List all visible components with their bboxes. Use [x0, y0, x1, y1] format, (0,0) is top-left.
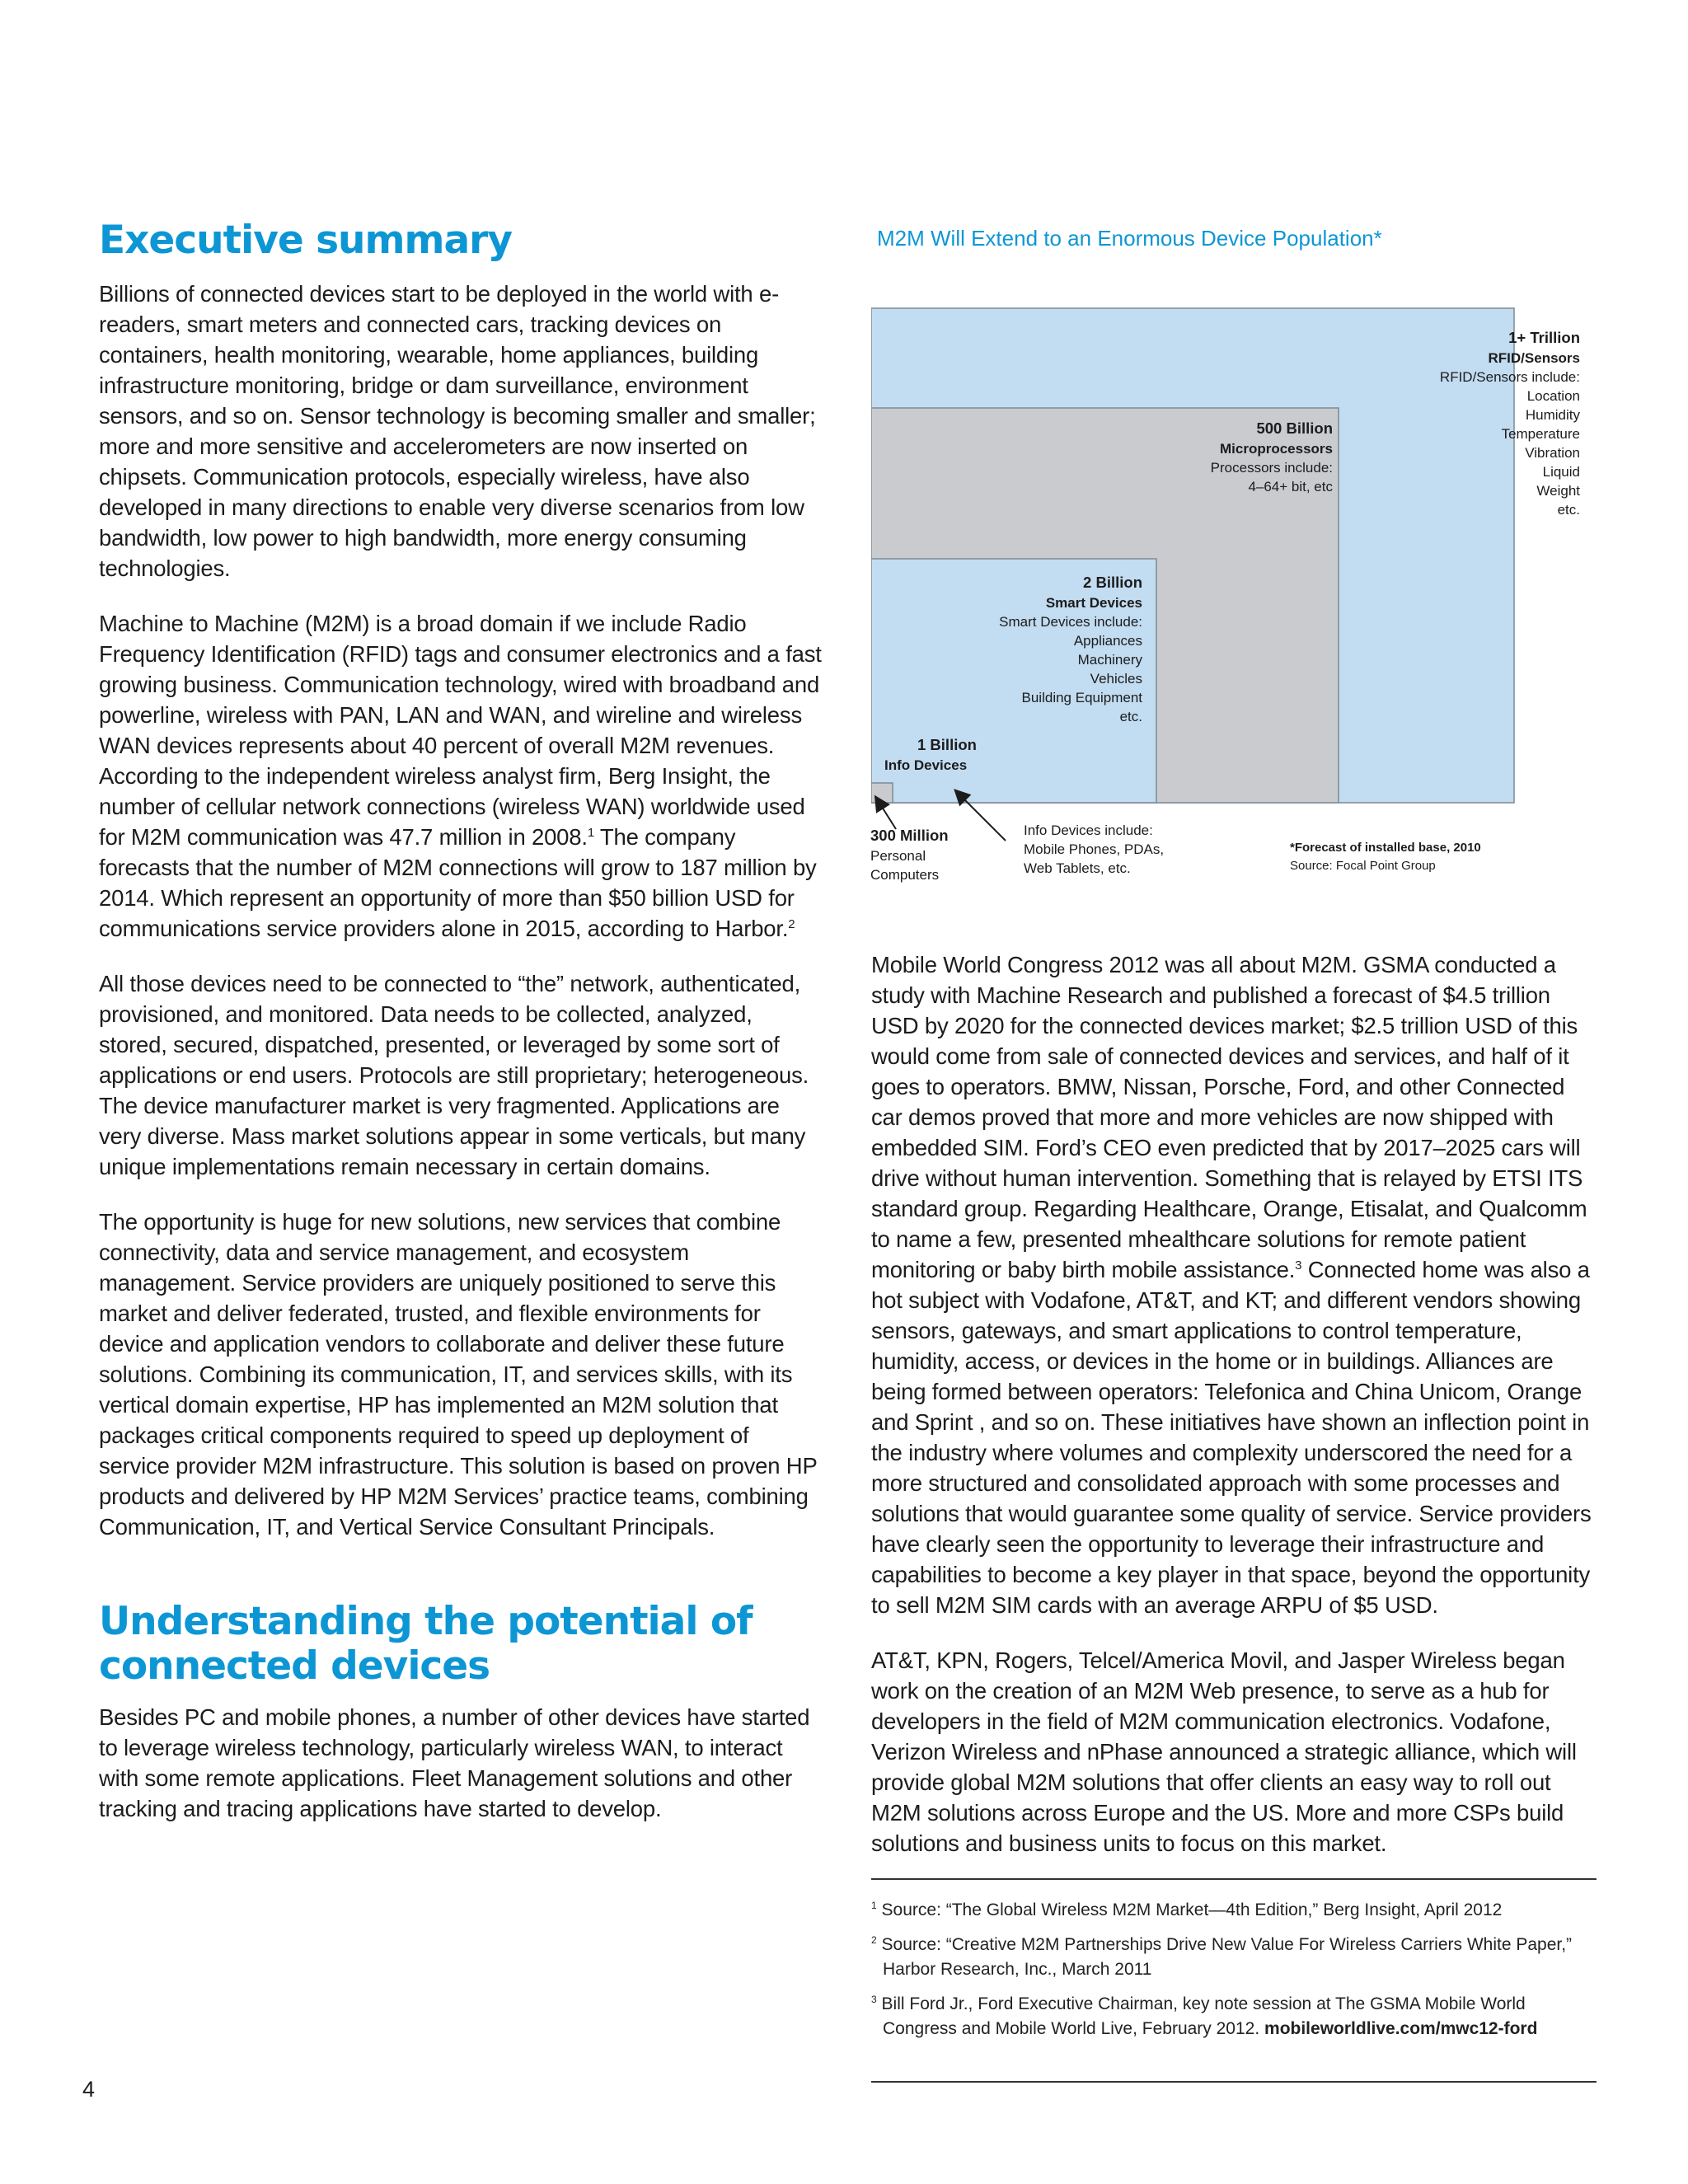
chart-footnote-title: *Forecast of installed base, 2010	[1290, 841, 1481, 855]
tier-smart-devices-detail-3: Vehicles	[1090, 671, 1142, 687]
tier-smart-devices-detail-2: Machinery	[1077, 652, 1142, 668]
tier-microprocessors-category: Microprocessors	[1220, 441, 1333, 457]
footnote-1-number: 1	[871, 1900, 877, 1911]
tier-rfid-category: RFID/Sensors	[1488, 350, 1580, 366]
paragraph-mwc-b: Connected home was also a hot subject with Vodafone, AT&T, and KT; and different vendors showing sensors, gateways, and smart applications to control temperature, humidity, access, or devices in the home or in buildings. Alliances are being formed between operators: Telefonica and China Unicom, Orange and Sprint , and so on. These initiatives have shown an inflection point in the industry where volumes and complexity underscored the need for a more structured and consolidated approach with some processes and solutions that would guarantee some quality of service. Service providers have clearly seen the opportunity to leverage their infrastructure and capabilities to become a key player in that space, beyond the opportunity to sell M2M SIM cards with an average ARPU of $5 USD.	[871, 1257, 1592, 1618]
paragraph-devices: Billions of connected devices start to be deployed in the world with e-readers, smart meters and connected cars, tracking devices on containers, health monitoring, wearable, home appliances, building infrastructure monitoring, bridge or dam surveillance, environment sensors, and so on. Sensor technology is becoming smaller and smaller; more and more sensitive and accelerometers are now inserted on chipsets. Communication protocols, especially wireless, have also developed in many directions to enable very diverse scenarios from low bandwidth, low power to high bandwidth, more energy consuming technologies.	[99, 281, 816, 581]
tier-microprocessors-detail-0: Processors include:	[1210, 460, 1333, 476]
paragraph-m2m-domain-b: The company forecasts that the number of M2M connections will grow to 187 million by 2014. Which represent an opportunity of more than $50 billion USD for communications service providers alone in 2015, according to Harbor.	[99, 824, 817, 941]
tier-box-personal-computers	[871, 783, 893, 803]
tier-microprocessors-value: 500 Billion	[1256, 419, 1333, 437]
footnote-3-number: 3	[871, 1994, 877, 2005]
footnote-ref-1: 1	[587, 826, 594, 840]
heading-executive-summary: Executive summary	[99, 218, 512, 263]
paragraph-m2m-domain	[99, 608, 824, 944]
tier-rfid-detail-6: Weight	[1536, 483, 1580, 499]
chart-title: M2M Will Extend to an Enormous Device Population*	[877, 226, 1382, 251]
paragraph-m2m-domain-a: Machine to Machine (M2M) is a broad domain if we include Radio Frequency Identification (RFID) tags and consumer electronics and a fast growing business. Communication technology, wired with broadband and powerline, wireless with PAN, LAN and WAN, and wireline and wireless WAN devices represents about 40 percent of overall M2M revenues. According to the independent wireless analyst firm, Berg Insight, the number of cellular network connections (wireless WAN) worldwide used for M2M communication was 47.7 million in 2008.	[99, 611, 822, 850]
tier-smart-devices-category: Smart Devices	[1045, 595, 1142, 611]
info-devices-detail	[1024, 821, 1164, 878]
footnote-2-number: 2	[871, 1934, 877, 1946]
right-column	[871, 224, 1597, 2083]
tier-info-devices-category: Info Devices	[884, 757, 968, 773]
left-column	[99, 216, 824, 1849]
heading-understanding-potential: Understanding the potential of connected devices	[99, 1599, 753, 1689]
footnote-3	[871, 1992, 1597, 2041]
tier-smart-devices-detail-5: etc.	[1119, 709, 1142, 724]
tier-personal-computers-category: Personal	[870, 848, 926, 864]
tier-smart-devices-detail-4: Building Equipment	[1021, 690, 1142, 705]
tier-rfid-detail-0: RFID/Sensors include:	[1439, 369, 1580, 385]
tier-microprocessors-detail-1: 4–64+ bit, etc	[1248, 479, 1333, 494]
tier-rfid-value: 1+ Trillion	[1508, 329, 1580, 346]
tier-personal-computers-label	[870, 824, 949, 884]
footnote-1	[871, 1898, 1597, 1923]
device-population-chart	[871, 264, 1597, 898]
paragraph-wireless-wan: Besides PC and mobile phones, a number of other devices have started to leverage wireless technology, particularly wireless WAN, to interact with some remote applications. Fleet Management solutions and other tracking and tracing applications have started to develop.	[99, 1704, 810, 1821]
info-devices-detail-1: Mobile Phones, PDAs,	[1024, 841, 1165, 857]
info-devices-detail-2: Web Tablets, etc.	[1024, 860, 1131, 876]
paragraph-opportunity: The opportunity is huge for new solutions, new services that combine connectivity, data and service management, and ecosystem management. Service providers are uniquely positioned to serve this market and deliver federated, trusted, and flexible environments for device and application vendors to collaborate and deliver these future solutions. Combining its communication, IT, and services skills, with its vertical domain expertise, HP has implemented an M2M solution that packages critical components required to speed up deployment of service provider M2M infrastructure. This solution is based on proven HP products and delivered by HP M2M Services’ practice teams, combining Communication, IT, and Vertical Service Consultant Principals.	[99, 1209, 818, 1540]
footnote-3-link[interactable]: mobileworldlive.com/mwc12-ford	[1264, 2019, 1538, 2038]
footnote-2	[871, 1933, 1597, 1982]
tier-rfid-detail-3: Temperature	[1501, 426, 1580, 442]
footnote-3-text: Bill Ford Jr., Ford Executive Chairman, key note session at The GSMA Mobile World Congress and Mobile World Live, February 2012.	[881, 1994, 1526, 2038]
footnote-ref-2: 2	[788, 917, 795, 931]
tier-info-devices-label	[884, 733, 977, 775]
tier-smart-devices-label	[999, 571, 1142, 726]
tier-smart-devices-detail-0: Smart Devices include:	[999, 614, 1142, 630]
tier-smart-devices-detail-1: Appliances	[1073, 633, 1142, 649]
paragraph-mobile-world-congress	[871, 949, 1597, 1620]
tier-personal-computers-detail-0: Computers	[870, 867, 940, 883]
tier-microprocessors-label	[1211, 417, 1333, 496]
footnote-ref-3: 3	[1295, 1258, 1302, 1272]
tier-personal-computers-value: 300 Million	[870, 827, 949, 844]
tier-rfid-detail-2: Humidity	[1525, 407, 1580, 423]
paragraph-network: All those devices need to be connected to “the” network, authenticated, provisioned, and monitored. Data needs to be collected, analyzed, stored, secured, dispatched, presented, or leveraged by some sort of applications or end users. Protocols are still proprietary; heterogeneous. The device manufacturer market is very fragmented. Applications are very diverse. Mass market solutions appear in some verticals, but many unique implementations remain necessary in certain domains.	[99, 971, 809, 1179]
tier-rfid-detail-5: Liquid	[1542, 464, 1580, 480]
chart-footnote-source: Source: Focal Point Group	[1290, 859, 1436, 873]
paragraph-web-presence: AT&T, KPN, Rogers, Telcel/America Movil, and Jasper Wireless began work on the creation of an M2M Web presence, to serve as a hub for developers in the field of M2M communication electronics. Vodafone, Verizon Wireless and nPhase announced a strategic alliance, which will provide global M2M solutions that offer clients an easy way to roll out M2M solutions across Europe and the US. More and more CSPs build solutions and business units to focus on this market.	[871, 1647, 1577, 1856]
tier-rfid-label	[1440, 326, 1580, 519]
footnote-1-text: Source: “The Global Wireless M2M Market—4th Edition,” Berg Insight, April 2012	[881, 1900, 1503, 1919]
tier-rfid-detail-7: etc.	[1557, 502, 1580, 518]
tier-smart-devices-value: 2 Billion	[1083, 574, 1142, 591]
tier-info-devices-value: 1 Billion	[917, 736, 977, 753]
footnotes	[871, 1880, 1597, 2083]
tier-rfid-detail-4: Vibration	[1525, 445, 1580, 461]
info-devices-detail-0: Info Devices include:	[1024, 823, 1153, 838]
tier-rfid-detail-1: Location	[1526, 388, 1580, 404]
footnote-2-text: Source: “Creative M2M Partnerships Drive New Value For Wireless Carriers White Paper,” Harbor Research, Inc., March 2011	[881, 1935, 1573, 1979]
paragraph-mwc-a: Mobile World Congress 2012 was all about M2M. GSMA conducted a study with Machine Research and published a forecast of $4.5 trillion USD by 2020 for the connected devices market; $2.5 trillion USD of this would come from sale of connected devices and services, and half of it goes to operators. BMW, Nissan, Porsche, Ford, and other Connected car demos proved that more and more vehicles are now shipped with embedded SIM. Ford’s CEO even predicted that by 2017–2025 cars will drive without human intervention. Something that is relayed by ETSI ITS standard group. Regarding Healthcare, Orange, Etisalat, and Qualcomm to name a few, presented mhealthcare solutions for remote patient monitoring or baby birth mobile assistance.	[871, 952, 1587, 1282]
page-number: 4	[82, 2077, 96, 2102]
chart-footnote	[1290, 839, 1481, 875]
